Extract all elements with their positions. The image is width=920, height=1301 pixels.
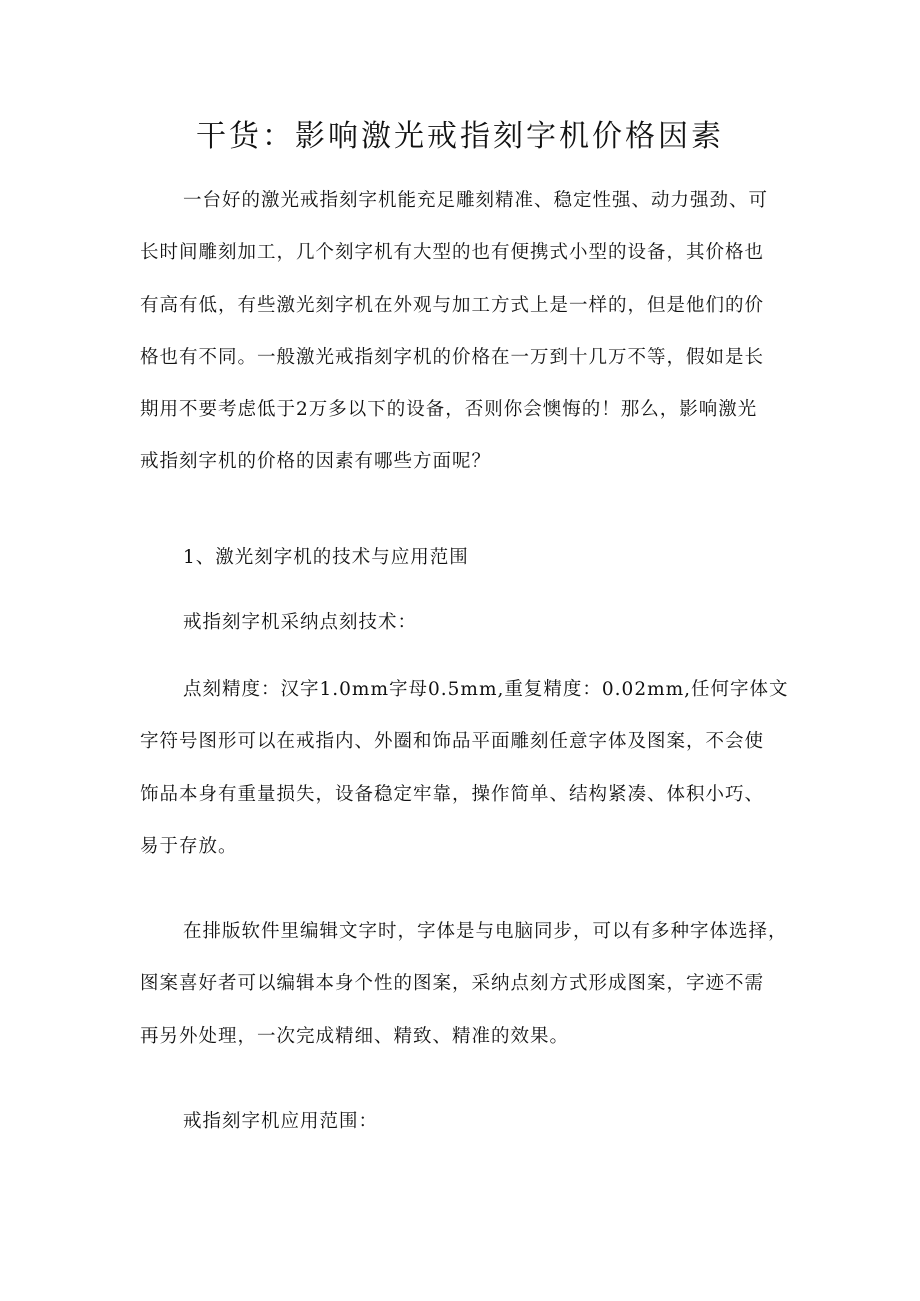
paragraph-line: 戒指刻字机应用范围： (183, 1111, 379, 1132)
paragraph-line: 一台好的激光戒指刻字机能充足雕刻精准、稳定性强、动力强劲、可 (183, 190, 769, 211)
paragraph-line: 易于存放。 (140, 835, 238, 857)
paragraph-line: 格也有不同。一般激光戒指刻字机的价格在一万到十几万不等，假如是长 (140, 346, 765, 368)
paragraph-line: 有高有低，有些激光刻字机在外观与加工方式上是一样的，但是他们的价 (140, 294, 765, 316)
paragraph-line: 戒指刻字机采纳点刻技术： (183, 612, 418, 633)
paragraph-line: 在排版软件里编辑文字时，字体是与电脑同步，可以有多种字体选择， (183, 921, 788, 942)
paragraph-line: 图案喜好者可以编辑本身个性的图案，采纳点刻方式形成图案，字迹不需 (140, 973, 765, 995)
document-title: 干货：影响激光戒指刻字机价格因素 (196, 119, 724, 154)
paragraph-line: 字符号图形可以在戒指内、外圈和饰品平面雕刻任意字体及图案，不会使 (140, 731, 765, 753)
paragraph-line: 期用不要考虑低于2万多以下的设备，否则你会懊悔的！那么，影响激光 (140, 399, 758, 421)
paragraph-software (140, 906, 788, 1063)
paragraph-intro (140, 175, 785, 489)
section-heading-text: 1、激光刻字机的技术与应用范围 (183, 547, 469, 568)
paragraph-application (140, 1096, 785, 1148)
section-heading (140, 532, 785, 584)
paragraph-line: 戒指刻字机的价格的因素有哪些方面呢？ (140, 451, 492, 473)
paragraph-line: 长时间雕刻加工，几个刻字机有大型的也有便携式小型的设备，其价格也 (140, 242, 765, 264)
paragraph-technique (140, 597, 785, 649)
paragraph-line: 再另外处理，一次完成精细、精致、精准的效果。 (140, 1025, 570, 1047)
paragraph-line: 点刻精度：汉字1.0mm字母0.5mm,重复精度：0.02mm,任何字体文 (183, 679, 789, 700)
paragraph-line: 饰品本身有重量损失，设备稳定牢靠，操作简单、结构紧凑、体积小巧、 (140, 783, 765, 805)
paragraph-precision (140, 664, 789, 873)
